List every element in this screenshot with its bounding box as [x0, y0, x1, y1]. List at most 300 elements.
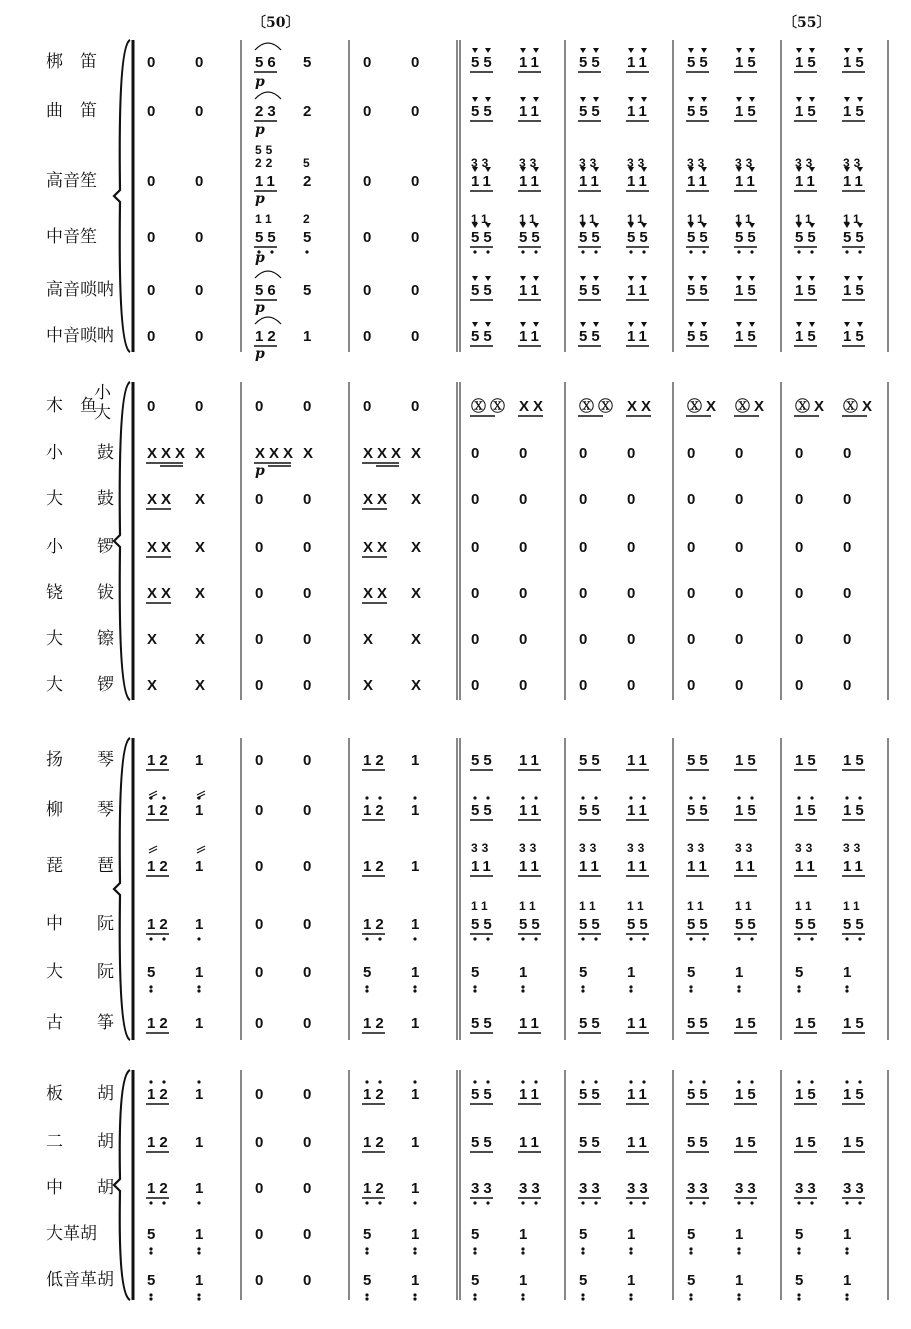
note-cell: 15 [795, 1086, 820, 1103]
note-cell: 11 [627, 282, 651, 299]
note-cell: 15 [843, 54, 868, 71]
note-cell: 5 [579, 1226, 588, 1243]
note-cell: XXX [147, 445, 190, 462]
dynamic-piano: p [255, 74, 265, 90]
accent-mark [844, 48, 850, 53]
octave-dot [365, 1080, 368, 1083]
note-cell: 0 [255, 802, 264, 819]
octave-dot [197, 989, 200, 992]
note-cell: 55 [579, 752, 604, 769]
accent-mark [701, 97, 707, 102]
note-cell: 0 [579, 539, 588, 556]
chord-upper: 33 [579, 156, 601, 170]
instrument-label: 板 胡 [46, 1084, 114, 1104]
octave-dot [197, 1251, 200, 1254]
note-cell: XX [627, 398, 656, 415]
note-cell: X [195, 491, 206, 508]
note-cell: 11 [255, 173, 279, 190]
note-cell: 15 [843, 802, 868, 819]
accent-mark [688, 276, 694, 281]
note-cell: 55 [843, 229, 868, 246]
octave-dot [486, 1080, 489, 1083]
accent-mark [485, 97, 491, 102]
octave-dot [162, 1201, 165, 1204]
octave-dot [737, 1251, 740, 1254]
note-cell: X [411, 445, 422, 462]
note-cell: 11 [795, 173, 819, 190]
accent-mark [688, 322, 694, 327]
note-cell: 12 [363, 1180, 388, 1197]
note-cell: 5 [303, 54, 312, 71]
note-cell: 0 [255, 631, 264, 648]
note-cell: 15 [735, 103, 760, 120]
note-cell: 0 [303, 858, 312, 875]
octave-dot [473, 937, 476, 940]
note-cell: 15 [735, 752, 760, 769]
octave-dot [473, 250, 476, 253]
octave-dot [737, 1297, 740, 1300]
octave-dot [702, 250, 705, 253]
octave-dot [473, 989, 476, 992]
accent-mark [593, 48, 599, 53]
accent-mark [749, 48, 755, 53]
octave-dot [486, 1201, 489, 1204]
octave-dot [581, 1080, 584, 1083]
note-cell: 1 [843, 964, 852, 981]
note-cell: 5 [471, 964, 480, 981]
octave-dot [162, 796, 165, 799]
octave-dot [797, 937, 800, 940]
note-cell: 55 [687, 1015, 712, 1032]
chord-upper: 11 [735, 212, 756, 226]
dynamic-piano: p [255, 191, 265, 207]
octave-dot [845, 1080, 848, 1083]
octave-dot [197, 1297, 200, 1300]
note-cell: 0 [579, 491, 588, 508]
note-cell: 55 [579, 1086, 604, 1103]
note-cell: 15 [843, 752, 868, 769]
note-cell: 0 [411, 282, 420, 299]
octave-dot [810, 796, 813, 799]
accent-mark [796, 276, 802, 281]
accent-mark [641, 322, 647, 327]
chord-upper: 11 [519, 899, 540, 913]
octave-dot [521, 1251, 524, 1254]
note-cell: 55 [471, 1086, 496, 1103]
note-cell: 12 [147, 1180, 172, 1197]
note-cell: 0 [519, 445, 528, 462]
note-cell: 0 [687, 631, 696, 648]
octave-dot [797, 796, 800, 799]
octave-dot [594, 250, 597, 253]
note-cell: 55 [471, 103, 496, 120]
note-cell: XX [519, 398, 548, 415]
chord-upper: 11 [795, 899, 816, 913]
note-cell: 55 [687, 916, 712, 933]
note-cell: 15 [735, 54, 760, 71]
note-cell: 0 [147, 398, 156, 415]
note-cell: 0 [255, 1086, 264, 1103]
note-cell: X [411, 491, 422, 508]
note-cell: 1 [411, 1134, 420, 1151]
note-cell: 11 [627, 103, 651, 120]
octave-dot [642, 796, 645, 799]
note-cell: 0 [687, 677, 696, 694]
chord-upper: 11 [471, 899, 492, 913]
octave-dot [594, 937, 597, 940]
octave-dot [629, 989, 632, 992]
octave-dot [858, 937, 861, 940]
note-cell: 0 [303, 752, 312, 769]
chord-upper: 33 [795, 156, 817, 170]
note-cell: 5 [687, 1272, 696, 1289]
octave-dot [486, 937, 489, 940]
octave-dot [365, 1201, 368, 1204]
note-cell: ⓍⓍ [471, 398, 510, 415]
accent-mark [593, 322, 599, 327]
octave-dot [486, 250, 489, 253]
octave-dot [473, 1201, 476, 1204]
note-cell: 12 [147, 752, 172, 769]
octave-dot [473, 1080, 476, 1083]
note-cell: 12 [147, 802, 172, 819]
octave-dot [473, 1247, 476, 1250]
instrument-label: 扬 琴 [46, 750, 114, 770]
note-cell: 0 [687, 445, 696, 462]
instrument-label: 大 镲 [46, 629, 114, 649]
note-cell: 1 [195, 1086, 204, 1103]
octave-dot [149, 1247, 152, 1250]
note-cell: 1 [195, 1180, 204, 1197]
octave-dot [750, 937, 753, 940]
note-cell: XX [363, 585, 392, 602]
note-cell: 0 [687, 491, 696, 508]
accent-mark [749, 276, 755, 281]
octave-dot [629, 937, 632, 940]
chord-upper: 22 [255, 156, 277, 170]
note-cell: 0 [519, 491, 528, 508]
note-cell: 0 [795, 491, 804, 508]
note-cell: 11 [519, 1086, 543, 1103]
octave-dot [702, 937, 705, 940]
accent-mark [580, 97, 586, 102]
octave-dot [845, 1293, 848, 1296]
note-cell: 5 [471, 1272, 480, 1289]
accent-mark [688, 97, 694, 102]
octave-dot [629, 1201, 632, 1204]
note-cell: 1 [735, 1226, 744, 1243]
note-cell: 0 [255, 398, 264, 415]
note-cell: 0 [147, 54, 156, 71]
note-cell: 0 [303, 1134, 312, 1151]
note-cell: 55 [579, 1134, 604, 1151]
accent-mark [520, 97, 526, 102]
note-cell: 15 [795, 752, 820, 769]
chord-upper: 33 [735, 841, 757, 855]
octave-dot [689, 1297, 692, 1300]
octave-dot [689, 985, 692, 988]
instrument-label: 梆 笛 [46, 52, 97, 72]
octave-dot [810, 1080, 813, 1083]
note-cell: 15 [795, 328, 820, 345]
instrument-label: 大 锣 [46, 675, 114, 695]
accent-mark [749, 97, 755, 102]
octave-dot [702, 796, 705, 799]
note-cell: 0 [735, 539, 744, 556]
note-cell: 0 [195, 229, 204, 246]
octave-dot [702, 1080, 705, 1083]
note-cell: 15 [843, 103, 868, 120]
instrument-label: 柳 琴 [46, 800, 114, 820]
instrument-label: 二 胡 [46, 1132, 114, 1152]
note-cell: 15 [843, 282, 868, 299]
chord-upper: 11 [627, 212, 648, 226]
rehearsal-mark-50: 〔50〕 [252, 15, 300, 31]
octave-dot [629, 985, 632, 988]
note-cell: 55 [627, 229, 652, 246]
octave-dot [810, 1201, 813, 1204]
octave-dot [149, 989, 152, 992]
note-cell: X [195, 539, 206, 556]
note-cell: 55 [579, 103, 604, 120]
accent-mark [701, 48, 707, 53]
note-cell: 0 [795, 677, 804, 694]
note-cell: 56 [255, 54, 280, 71]
chord-upper: 11 [579, 899, 600, 913]
accent-mark [628, 276, 634, 281]
note-cell: 55 [579, 282, 604, 299]
octave-dot [642, 1201, 645, 1204]
chord-upper: 11 [519, 212, 540, 226]
note-cell: 0 [735, 585, 744, 602]
octave-dot [413, 985, 416, 988]
note-cell: 5 [795, 1226, 804, 1243]
note-cell: 12 [363, 752, 388, 769]
note-cell: 1 [411, 858, 420, 875]
note-cell: 11 [519, 282, 543, 299]
note-cell: 11 [579, 858, 603, 875]
note-cell: 55 [687, 229, 712, 246]
note-cell: 55 [471, 1134, 496, 1151]
octave-dot [629, 250, 632, 253]
chord-upper: 33 [735, 156, 757, 170]
octave-dot [737, 989, 740, 992]
note-cell: 1 [411, 964, 420, 981]
accent-mark [796, 97, 802, 102]
octave-dot [413, 1247, 416, 1250]
octave-dot [594, 1080, 597, 1083]
octave-dot [750, 250, 753, 253]
octave-dot [581, 989, 584, 992]
octave-dot [845, 796, 848, 799]
octave-dot [858, 1201, 861, 1204]
note-cell: 1 [195, 1134, 204, 1151]
note-cell: 55 [519, 916, 544, 933]
octave-dot [797, 989, 800, 992]
note-cell: 1 [195, 1226, 204, 1243]
instrument-label: 中 胡 [46, 1178, 114, 1198]
chord-upper: 33 [627, 156, 649, 170]
note-cell: 11 [735, 858, 759, 875]
note-cell: 0 [363, 229, 372, 246]
octave-dot [365, 1247, 368, 1250]
note-cell: 12 [147, 1134, 172, 1151]
octave-dot [689, 1201, 692, 1204]
accent-mark [580, 276, 586, 281]
note-cell: 23 [255, 103, 280, 120]
octave-dot [581, 1293, 584, 1296]
group-brace [114, 1070, 130, 1300]
note-cell: 5 [303, 229, 312, 246]
note-cell: 0 [303, 1015, 312, 1032]
note-cell: 11 [843, 858, 867, 875]
rehearsal-mark-55: 〔55〕 [783, 15, 831, 31]
octave-dot [689, 937, 692, 940]
note-cell: 0 [795, 539, 804, 556]
octave-dot [858, 250, 861, 253]
instrument-label: 小 锣 [46, 537, 114, 557]
octave-dot [737, 937, 740, 940]
octave-dot [197, 1080, 200, 1083]
note-cell: 0 [627, 491, 636, 508]
octave-dot [689, 989, 692, 992]
dynamic-piano: p [255, 300, 265, 316]
note-cell: 11 [471, 173, 495, 190]
note-cell: 0 [255, 585, 264, 602]
note-cell: 11 [579, 173, 603, 190]
note-cell: 5 [795, 1272, 804, 1289]
note-cell: 0 [255, 1134, 264, 1151]
octave-dot [642, 250, 645, 253]
note-cell: 11 [519, 328, 543, 345]
accent-mark [796, 322, 802, 327]
note-cell: 1 [411, 1226, 420, 1243]
instrument-label: 铙 钹 [46, 583, 114, 603]
octave-dot [797, 1293, 800, 1296]
accent-mark [641, 48, 647, 53]
note-cell: 55 [843, 916, 868, 933]
note-cell: 0 [363, 282, 372, 299]
octave-dot [810, 937, 813, 940]
note-cell: 0 [471, 585, 480, 602]
note-cell: 55 [579, 1015, 604, 1032]
accent-mark [736, 276, 742, 281]
note-cell: 55 [471, 54, 496, 71]
dynamic-piano: p [255, 463, 265, 479]
octave-dot [413, 1251, 416, 1254]
note-cell: X [363, 677, 374, 694]
note-cell: 0 [147, 103, 156, 120]
note-cell: 5 [687, 964, 696, 981]
accent-mark [520, 276, 526, 281]
chord-upper: 11 [627, 899, 648, 913]
octave-dot [737, 250, 740, 253]
note-cell: 15 [795, 802, 820, 819]
accent-mark [749, 322, 755, 327]
octave-dot [365, 1251, 368, 1254]
note-cell: 0 [471, 539, 480, 556]
instrument-label: 中音唢呐 [46, 326, 114, 346]
note-cell: 1 [411, 1272, 420, 1289]
note-cell: 0 [687, 585, 696, 602]
accent-mark [533, 322, 539, 327]
note-cell: 0 [195, 398, 204, 415]
note-cell: ⓍX [687, 398, 721, 415]
octave-dot [845, 250, 848, 253]
note-cell: 11 [627, 1015, 651, 1032]
note-cell: 0 [519, 539, 528, 556]
octave-dot [149, 937, 152, 940]
note-cell: 0 [363, 328, 372, 345]
note-cell: 0 [795, 445, 804, 462]
accent-mark [485, 276, 491, 281]
note-cell: XX [147, 491, 176, 508]
note-cell: X [147, 677, 158, 694]
octave-dot [378, 1080, 381, 1083]
accent-mark [796, 48, 802, 53]
note-cell: 11 [627, 752, 651, 769]
note-cell: 1 [519, 964, 528, 981]
note-cell: 55 [627, 916, 652, 933]
octave-dot [413, 937, 416, 940]
accent-mark [520, 322, 526, 327]
octave-dot [149, 1297, 152, 1300]
note-cell: 33 [519, 1180, 544, 1197]
octave-dot [750, 1201, 753, 1204]
octave-dot [473, 985, 476, 988]
chord-upper: 11 [687, 212, 708, 226]
note-cell: 1 [735, 964, 744, 981]
note-cell: 11 [471, 858, 495, 875]
octave-dot [365, 985, 368, 988]
octave-dot [365, 1293, 368, 1296]
note-cell: 11 [687, 858, 711, 875]
accent-mark [593, 97, 599, 102]
note-cell: 15 [735, 802, 760, 819]
group-brace [114, 382, 130, 700]
note-cell: X [195, 631, 206, 648]
accent-mark [844, 276, 850, 281]
note-cell: 12 [363, 1134, 388, 1151]
note-cell: 55 [687, 752, 712, 769]
octave-dot [534, 250, 537, 253]
accent-mark [533, 276, 539, 281]
note-cell: 0 [411, 328, 420, 345]
accent-mark [809, 276, 815, 281]
note-cell: 15 [843, 1015, 868, 1032]
accent-mark [472, 48, 478, 53]
note-cell: 33 [795, 1180, 820, 1197]
note-cell: 0 [195, 328, 204, 345]
octave-dot [629, 1080, 632, 1083]
note-cell: 12 [363, 1086, 388, 1103]
slur [255, 92, 281, 99]
octave-dot [845, 989, 848, 992]
note-cell: 0 [147, 282, 156, 299]
note-cell: 1 [627, 1226, 636, 1243]
note-cell: 0 [627, 677, 636, 694]
note-cell: 5 [687, 1226, 696, 1243]
note-cell: 0 [255, 539, 264, 556]
note-cell: 1 [843, 1272, 852, 1289]
note-cell: 55 [579, 916, 604, 933]
note-cell: 0 [519, 677, 528, 694]
note-cell: 0 [303, 1180, 312, 1197]
note-cell: 12 [147, 916, 172, 933]
octave-dot [521, 985, 524, 988]
note-cell: 55 [471, 752, 496, 769]
note-cell: 0 [303, 491, 312, 508]
